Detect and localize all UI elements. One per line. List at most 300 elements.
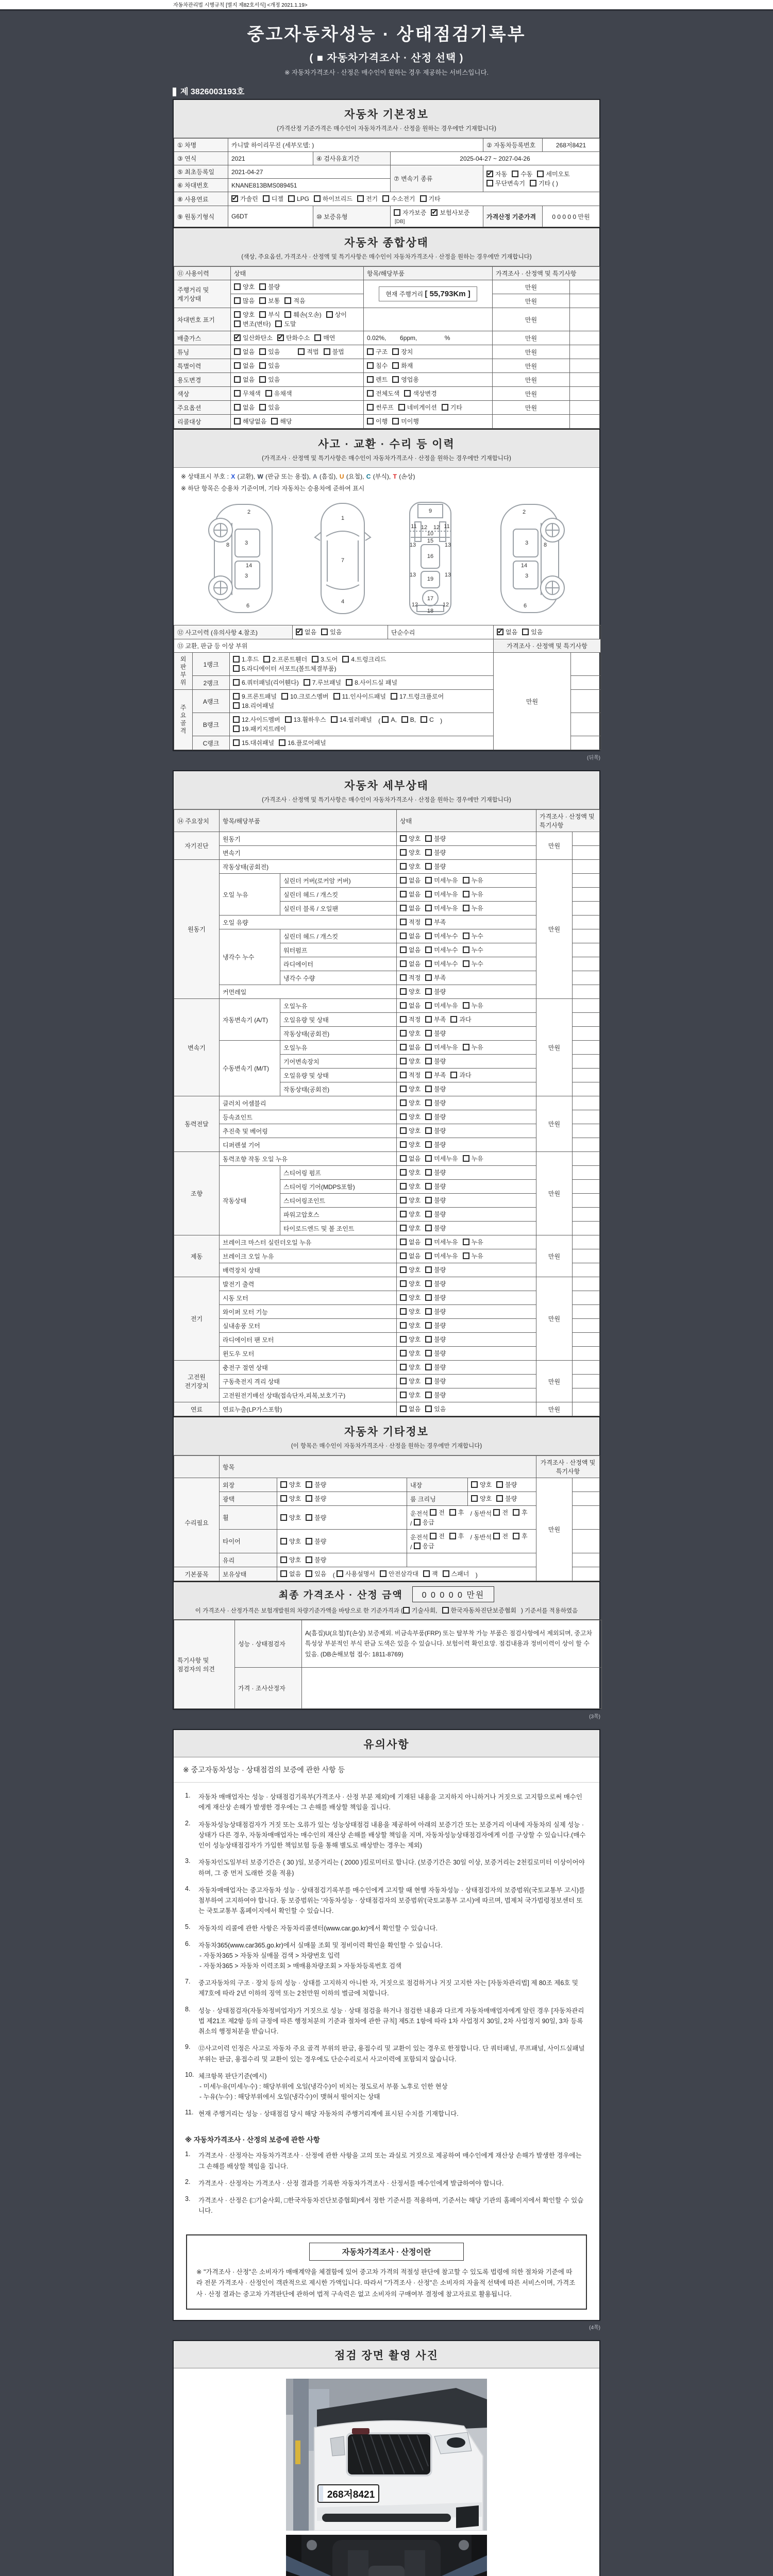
checkbox-option[interactable] bbox=[400, 1112, 421, 1121]
checkbox-option[interactable] bbox=[471, 1480, 492, 1489]
checkbox-option[interactable] bbox=[234, 319, 271, 328]
checkbox-option[interactable] bbox=[304, 678, 341, 687]
checkbox-option[interactable] bbox=[400, 1015, 421, 1024]
checkbox-option[interactable] bbox=[421, 716, 434, 723]
checkbox-option[interactable] bbox=[400, 987, 421, 996]
checkbox-option[interactable] bbox=[392, 417, 419, 426]
checkbox-icon[interactable] bbox=[425, 919, 432, 925]
checkbox-option[interactable] bbox=[400, 1321, 421, 1330]
checkbox-icon[interactable] bbox=[425, 1141, 432, 1148]
checkbox-option[interactable] bbox=[400, 1168, 421, 1177]
checkbox-icon[interactable] bbox=[367, 376, 374, 383]
checkbox-option[interactable] bbox=[400, 1084, 421, 1093]
checkbox-icon[interactable] bbox=[280, 1556, 287, 1563]
checkbox-option[interactable] bbox=[463, 1251, 483, 1260]
checkbox-option[interactable] bbox=[400, 1238, 421, 1246]
checkbox-icon[interactable] bbox=[400, 1336, 407, 1343]
checkbox-option[interactable] bbox=[425, 1168, 446, 1177]
checkbox-icon[interactable] bbox=[400, 974, 407, 981]
checkbox-option[interactable] bbox=[234, 361, 255, 370]
checkbox-option[interactable] bbox=[233, 655, 259, 664]
checkbox-icon[interactable] bbox=[420, 195, 427, 202]
checkbox-icon[interactable] bbox=[463, 960, 469, 967]
checkbox-option[interactable] bbox=[233, 678, 299, 687]
checkbox-option[interactable] bbox=[400, 834, 421, 843]
checkbox-option[interactable] bbox=[259, 361, 280, 370]
checkbox-option[interactable] bbox=[425, 1293, 446, 1302]
checkbox-option[interactable] bbox=[367, 417, 388, 426]
checkbox-icon[interactable] bbox=[259, 283, 266, 290]
checkbox-icon[interactable] bbox=[306, 1570, 312, 1577]
checkbox-option[interactable] bbox=[400, 1182, 421, 1191]
checkbox-icon[interactable] bbox=[425, 1002, 432, 1009]
checkbox-option[interactable] bbox=[400, 1001, 421, 1010]
checkbox-option[interactable] bbox=[425, 1377, 446, 1385]
checkbox-option[interactable] bbox=[450, 1015, 471, 1024]
checkbox-icon[interactable] bbox=[400, 1294, 407, 1301]
checkbox-icon[interactable] bbox=[234, 418, 241, 425]
checkbox-icon[interactable] bbox=[400, 1113, 407, 1120]
checkbox-option[interactable] bbox=[425, 1363, 446, 1371]
checkbox-option[interactable] bbox=[425, 1265, 446, 1274]
checkbox-icon[interactable] bbox=[234, 297, 241, 304]
checkbox-option[interactable] bbox=[312, 655, 338, 664]
checkbox-icon[interactable] bbox=[414, 1519, 421, 1526]
checkbox-option[interactable] bbox=[463, 890, 483, 899]
checkbox-option[interactable] bbox=[400, 1251, 421, 1260]
checkbox-icon[interactable] bbox=[233, 679, 240, 686]
checkbox-icon[interactable] bbox=[425, 891, 432, 897]
checkbox-icon[interactable] bbox=[425, 1294, 432, 1301]
checkbox-option[interactable] bbox=[425, 1391, 446, 1399]
checkbox-icon[interactable] bbox=[400, 1211, 407, 1217]
checkbox-option[interactable] bbox=[367, 361, 388, 370]
checkbox-option[interactable] bbox=[279, 738, 326, 747]
checkbox-icon[interactable] bbox=[314, 195, 321, 202]
checked-checkbox-icon[interactable] bbox=[486, 171, 493, 177]
checkbox-option[interactable] bbox=[463, 931, 483, 940]
checkbox-option[interactable] bbox=[400, 848, 421, 857]
checkbox-option[interactable] bbox=[380, 1569, 418, 1578]
checkbox-icon[interactable] bbox=[400, 1072, 407, 1078]
checkbox-icon[interactable] bbox=[394, 209, 400, 216]
checkbox-icon[interactable] bbox=[404, 390, 411, 397]
checkbox-icon[interactable] bbox=[400, 1364, 407, 1370]
checkbox-option[interactable] bbox=[382, 716, 396, 723]
checkbox-option[interactable] bbox=[497, 628, 517, 636]
checkbox-option[interactable] bbox=[233, 715, 280, 724]
checkbox-icon[interactable] bbox=[400, 919, 407, 925]
checkbox-icon[interactable] bbox=[357, 195, 364, 202]
checkbox-icon[interactable] bbox=[234, 390, 241, 397]
checkbox-option[interactable] bbox=[425, 987, 446, 996]
checkbox-option[interactable] bbox=[442, 403, 462, 412]
checkbox-option[interactable] bbox=[400, 1057, 421, 1065]
checkbox-icon[interactable] bbox=[400, 1378, 407, 1384]
checkbox-option[interactable] bbox=[449, 1508, 464, 1517]
checkbox-option[interactable] bbox=[425, 918, 446, 926]
checkbox-icon[interactable] bbox=[425, 1364, 432, 1370]
checkbox-icon[interactable] bbox=[425, 1099, 432, 1106]
checkbox-icon[interactable] bbox=[401, 716, 408, 723]
checkbox-icon[interactable] bbox=[450, 1016, 457, 1023]
checkbox-icon[interactable] bbox=[400, 1252, 407, 1259]
checkbox-icon[interactable] bbox=[392, 418, 399, 425]
checkbox-icon[interactable] bbox=[425, 988, 432, 995]
checkbox-icon[interactable] bbox=[280, 1538, 287, 1545]
checkbox-option[interactable] bbox=[367, 375, 388, 384]
checkbox-option[interactable] bbox=[400, 945, 421, 954]
checkbox-icon[interactable] bbox=[486, 180, 493, 187]
checkbox-option[interactable] bbox=[342, 655, 386, 664]
checkbox-icon[interactable] bbox=[471, 1481, 478, 1488]
checkbox-icon[interactable] bbox=[265, 390, 272, 397]
checkbox-option[interactable] bbox=[425, 1098, 446, 1107]
checkbox-option[interactable] bbox=[400, 1279, 421, 1288]
checkbox-icon[interactable] bbox=[463, 905, 469, 911]
checkbox-icon[interactable] bbox=[400, 1197, 407, 1204]
checkbox-icon[interactable] bbox=[425, 933, 432, 939]
checkbox-option[interactable] bbox=[430, 1508, 445, 1517]
checkbox-icon[interactable] bbox=[306, 1514, 312, 1521]
checkbox-option[interactable] bbox=[234, 389, 261, 398]
checkbox-icon[interactable] bbox=[275, 320, 282, 327]
checkbox-icon[interactable] bbox=[346, 679, 352, 686]
checkbox-option[interactable] bbox=[401, 716, 416, 723]
checkbox-option[interactable] bbox=[263, 655, 307, 664]
checkbox-option[interactable] bbox=[400, 1140, 421, 1149]
checkbox-option[interactable] bbox=[331, 715, 372, 724]
checkbox-icon[interactable] bbox=[400, 1322, 407, 1329]
checkbox-option[interactable] bbox=[234, 296, 255, 305]
checkbox-option[interactable] bbox=[425, 834, 446, 843]
checkbox-icon[interactable] bbox=[234, 283, 241, 290]
checkbox-option[interactable] bbox=[425, 1335, 446, 1344]
checkbox-option[interactable] bbox=[288, 195, 309, 202]
checkbox-option[interactable] bbox=[280, 1494, 301, 1503]
checkbox-icon[interactable] bbox=[367, 362, 374, 369]
checkbox-option[interactable] bbox=[233, 738, 274, 747]
checkbox-icon[interactable] bbox=[425, 1183, 432, 1190]
checkbox-icon[interactable] bbox=[463, 877, 469, 884]
checkbox-icon[interactable] bbox=[233, 665, 240, 672]
checkbox-icon[interactable] bbox=[400, 1350, 407, 1357]
checkbox-icon[interactable] bbox=[400, 1058, 407, 1064]
checkbox-icon[interactable] bbox=[259, 362, 266, 369]
checkbox-option[interactable] bbox=[400, 918, 421, 926]
checkbox-option[interactable] bbox=[306, 1513, 326, 1522]
checkbox-option[interactable] bbox=[346, 678, 397, 687]
checkbox-option[interactable] bbox=[357, 194, 378, 203]
checkbox-option[interactable] bbox=[233, 701, 274, 710]
checkbox-option[interactable] bbox=[400, 959, 421, 968]
checkbox-option[interactable] bbox=[537, 170, 569, 178]
checkbox-option[interactable] bbox=[285, 715, 326, 724]
checkbox-option[interactable] bbox=[271, 417, 292, 426]
checkbox-icon[interactable] bbox=[391, 693, 397, 700]
checkbox-option[interactable] bbox=[400, 862, 421, 871]
checked-checkbox-icon[interactable] bbox=[497, 629, 503, 635]
checkbox-icon[interactable] bbox=[367, 404, 374, 411]
checkbox-option[interactable] bbox=[425, 890, 458, 899]
checkbox-icon[interactable] bbox=[400, 1169, 407, 1176]
checkbox-option[interactable] bbox=[234, 333, 273, 342]
checkbox-icon[interactable] bbox=[430, 1533, 436, 1539]
checkbox-icon[interactable] bbox=[400, 835, 407, 842]
checkbox-icon[interactable] bbox=[400, 1308, 407, 1315]
checkbox-option[interactable] bbox=[382, 194, 415, 203]
checkbox-icon[interactable] bbox=[425, 1336, 432, 1343]
checkbox-icon[interactable] bbox=[400, 1225, 407, 1231]
checkbox-option[interactable] bbox=[400, 1029, 421, 1038]
checkbox-option[interactable] bbox=[392, 361, 413, 370]
checkbox-option[interactable] bbox=[400, 1349, 421, 1358]
checkbox-icon[interactable] bbox=[400, 1099, 407, 1106]
checked-checkbox-icon[interactable] bbox=[431, 209, 438, 216]
checked-checkbox-icon[interactable] bbox=[296, 629, 303, 635]
checkbox-icon[interactable] bbox=[380, 1570, 386, 1577]
checkbox-option[interactable] bbox=[324, 347, 344, 356]
checkbox-option[interactable] bbox=[233, 692, 277, 701]
checkbox-icon[interactable] bbox=[537, 171, 544, 177]
checkbox-icon[interactable] bbox=[321, 629, 328, 635]
checkbox-icon[interactable] bbox=[314, 334, 321, 341]
checkbox-option[interactable] bbox=[367, 389, 399, 398]
checkbox-icon[interactable] bbox=[263, 656, 270, 663]
checkbox-option[interactable] bbox=[233, 724, 286, 733]
checkbox-option[interactable] bbox=[513, 1508, 528, 1517]
checkbox-icon[interactable] bbox=[425, 877, 432, 884]
checkbox-option[interactable] bbox=[234, 347, 255, 356]
checkbox-icon[interactable] bbox=[324, 348, 330, 355]
checkbox-option[interactable] bbox=[463, 1001, 483, 1010]
checkbox-option[interactable] bbox=[400, 931, 421, 940]
checkbox-icon[interactable] bbox=[425, 1169, 432, 1176]
checkbox-option[interactable] bbox=[314, 194, 352, 203]
checkbox-option[interactable] bbox=[513, 1532, 528, 1540]
checkbox-icon[interactable] bbox=[425, 1211, 432, 1217]
checkbox-icon[interactable] bbox=[512, 171, 518, 177]
checkbox-icon[interactable] bbox=[425, 1044, 432, 1050]
checkbox-icon[interactable] bbox=[425, 960, 432, 967]
checkbox-icon[interactable] bbox=[463, 1155, 469, 1162]
checkbox-option[interactable] bbox=[425, 1321, 446, 1330]
checkbox-option[interactable] bbox=[259, 310, 280, 319]
checkbox-icon[interactable] bbox=[233, 693, 240, 700]
checkbox-option[interactable] bbox=[400, 1265, 421, 1274]
checkbox-icon[interactable] bbox=[425, 1197, 432, 1204]
checkbox-icon[interactable] bbox=[400, 1086, 407, 1092]
checkbox-option[interactable] bbox=[284, 310, 321, 319]
checkbox-icon[interactable] bbox=[425, 1086, 432, 1092]
checkbox-option[interactable] bbox=[400, 1335, 421, 1344]
checked-checkbox-icon[interactable] bbox=[277, 334, 284, 341]
checkbox-option[interactable] bbox=[392, 347, 413, 356]
checkbox-icon[interactable] bbox=[337, 1570, 343, 1577]
checkbox-icon[interactable] bbox=[400, 1002, 407, 1009]
checkbox-icon[interactable] bbox=[288, 195, 295, 202]
checkbox-option[interactable] bbox=[442, 1606, 517, 1615]
checkbox-option[interactable] bbox=[231, 194, 258, 203]
checkbox-icon[interactable] bbox=[304, 679, 310, 686]
checkbox-icon[interactable] bbox=[425, 1127, 432, 1134]
checkbox-option[interactable] bbox=[400, 890, 421, 899]
checkbox-icon[interactable] bbox=[400, 1155, 407, 1162]
checkbox-icon[interactable] bbox=[450, 1072, 457, 1078]
checkbox-icon[interactable] bbox=[398, 404, 405, 411]
checkbox-option[interactable] bbox=[425, 848, 446, 857]
checkbox-icon[interactable] bbox=[312, 656, 318, 663]
checkbox-option[interactable] bbox=[400, 1043, 421, 1052]
checkbox-option[interactable] bbox=[400, 1363, 421, 1371]
checkbox-option[interactable] bbox=[400, 973, 421, 982]
checkbox-option[interactable] bbox=[425, 1251, 458, 1260]
checkbox-option[interactable] bbox=[277, 333, 310, 342]
checkbox-option[interactable] bbox=[425, 1404, 446, 1413]
checkbox-icon[interactable] bbox=[425, 1266, 432, 1273]
checkbox-icon[interactable] bbox=[414, 1543, 421, 1549]
checkbox-option[interactable] bbox=[425, 945, 458, 954]
checkbox-option[interactable] bbox=[450, 1071, 471, 1079]
checkbox-icon[interactable] bbox=[280, 1514, 287, 1521]
checkbox-option[interactable] bbox=[496, 1480, 517, 1489]
checkbox-option[interactable] bbox=[280, 1569, 301, 1578]
checkbox-option[interactable] bbox=[259, 347, 280, 356]
checkbox-option[interactable] bbox=[425, 1238, 458, 1246]
checkbox-icon[interactable] bbox=[421, 716, 427, 723]
checkbox-icon[interactable] bbox=[493, 1509, 500, 1516]
checkbox-option[interactable] bbox=[425, 904, 458, 912]
checkbox-option[interactable] bbox=[425, 1210, 446, 1218]
checkbox-icon[interactable] bbox=[279, 739, 285, 746]
checkbox-icon[interactable] bbox=[342, 656, 349, 663]
checkbox-icon[interactable] bbox=[233, 656, 240, 663]
checkbox-option[interactable] bbox=[280, 1513, 301, 1522]
checkbox-option[interactable] bbox=[263, 194, 283, 203]
checkbox-option[interactable] bbox=[425, 1196, 446, 1205]
checkbox-icon[interactable] bbox=[522, 629, 529, 635]
checkbox-icon[interactable] bbox=[425, 1225, 432, 1231]
checkbox-icon[interactable] bbox=[463, 1239, 469, 1245]
checkbox-icon[interactable] bbox=[400, 1239, 407, 1245]
checkbox-icon[interactable] bbox=[425, 974, 432, 981]
checkbox-option[interactable] bbox=[463, 1154, 483, 1163]
checkbox-icon[interactable] bbox=[234, 311, 241, 318]
checkbox-icon[interactable] bbox=[463, 933, 469, 939]
checkbox-icon[interactable] bbox=[400, 1266, 407, 1273]
checkbox-option[interactable] bbox=[403, 1606, 438, 1615]
checkbox-option[interactable] bbox=[400, 1210, 421, 1218]
checkbox-icon[interactable] bbox=[259, 404, 266, 411]
checkbox-option[interactable] bbox=[398, 403, 437, 412]
checkbox-option[interactable] bbox=[275, 319, 296, 328]
checkbox-option[interactable] bbox=[530, 179, 558, 188]
checkbox-icon[interactable] bbox=[442, 404, 448, 411]
checkbox-icon[interactable] bbox=[400, 1405, 407, 1412]
checkbox-icon[interactable] bbox=[425, 835, 432, 842]
checkbox-option[interactable] bbox=[425, 1043, 458, 1052]
checkbox-option[interactable] bbox=[367, 403, 394, 412]
checkbox-option[interactable] bbox=[234, 282, 255, 291]
checkbox-icon[interactable] bbox=[425, 1392, 432, 1398]
checkbox-icon[interactable] bbox=[233, 725, 240, 732]
checkbox-icon[interactable] bbox=[513, 1533, 519, 1539]
checkbox-icon[interactable] bbox=[425, 1030, 432, 1037]
checkbox-icon[interactable] bbox=[280, 1570, 287, 1577]
checkbox-option[interactable] bbox=[425, 1057, 446, 1065]
checkbox-option[interactable] bbox=[394, 208, 426, 217]
checkbox-icon[interactable] bbox=[259, 376, 266, 383]
checkbox-icon[interactable] bbox=[400, 960, 407, 967]
checkbox-icon[interactable] bbox=[367, 348, 374, 355]
checkbox-option[interactable] bbox=[296, 628, 316, 636]
checkbox-icon[interactable] bbox=[259, 348, 266, 355]
checkbox-icon[interactable] bbox=[425, 1113, 432, 1120]
checkbox-icon[interactable] bbox=[331, 716, 338, 723]
checkbox-icon[interactable] bbox=[496, 1495, 503, 1502]
checkbox-option[interactable] bbox=[449, 1532, 464, 1540]
checkbox-option[interactable] bbox=[391, 692, 444, 701]
checkbox-option[interactable] bbox=[259, 375, 280, 384]
checkbox-icon[interactable] bbox=[496, 1481, 503, 1488]
checkbox-option[interactable] bbox=[314, 333, 335, 342]
checkbox-icon[interactable] bbox=[471, 1495, 478, 1502]
checkbox-option[interactable] bbox=[493, 1532, 508, 1540]
checkbox-icon[interactable] bbox=[284, 311, 291, 318]
checkbox-option[interactable] bbox=[259, 282, 280, 291]
checkbox-option[interactable] bbox=[280, 1480, 301, 1489]
checkbox-icon[interactable] bbox=[392, 362, 399, 369]
checkbox-icon[interactable] bbox=[259, 297, 266, 304]
checkbox-icon[interactable] bbox=[333, 693, 340, 700]
checkbox-icon[interactable] bbox=[400, 933, 407, 939]
checkbox-icon[interactable] bbox=[234, 404, 241, 411]
checkbox-option[interactable] bbox=[425, 1154, 458, 1163]
checkbox-icon[interactable] bbox=[463, 1002, 469, 1009]
checkbox-icon[interactable] bbox=[425, 1280, 432, 1287]
checkbox-icon[interactable] bbox=[285, 716, 292, 723]
checkbox-icon[interactable] bbox=[425, 1072, 432, 1078]
checkbox-option[interactable] bbox=[400, 876, 421, 885]
checkbox-icon[interactable] bbox=[400, 863, 407, 870]
checked-checkbox-icon[interactable] bbox=[231, 195, 238, 202]
checkbox-option[interactable] bbox=[234, 310, 255, 319]
checkbox-option[interactable] bbox=[400, 1404, 421, 1413]
checkbox-option[interactable] bbox=[234, 403, 255, 412]
checkbox-icon[interactable] bbox=[493, 1533, 500, 1539]
checkbox-option[interactable] bbox=[333, 692, 386, 701]
checkbox-icon[interactable] bbox=[463, 1044, 469, 1050]
checkbox-option[interactable] bbox=[326, 310, 347, 319]
checkbox-icon[interactable] bbox=[382, 195, 389, 202]
checkbox-option[interactable] bbox=[463, 959, 483, 968]
checkbox-option[interactable] bbox=[463, 1043, 483, 1052]
checkbox-option[interactable] bbox=[400, 904, 421, 912]
checkbox-icon[interactable] bbox=[233, 702, 240, 709]
checkbox-option[interactable] bbox=[298, 347, 318, 356]
checkbox-option[interactable] bbox=[423, 1569, 438, 1578]
checkbox-icon[interactable] bbox=[306, 1495, 312, 1502]
checkbox-icon[interactable] bbox=[271, 418, 278, 425]
checkbox-option[interactable] bbox=[493, 1508, 508, 1517]
checkbox-option[interactable] bbox=[512, 170, 532, 178]
checkbox-option[interactable] bbox=[425, 1112, 446, 1121]
checkbox-option[interactable] bbox=[425, 1001, 458, 1010]
checkbox-option[interactable] bbox=[463, 945, 483, 954]
checkbox-icon[interactable] bbox=[233, 739, 240, 746]
checkbox-icon[interactable] bbox=[425, 1155, 432, 1162]
checkbox-option[interactable] bbox=[265, 389, 292, 398]
